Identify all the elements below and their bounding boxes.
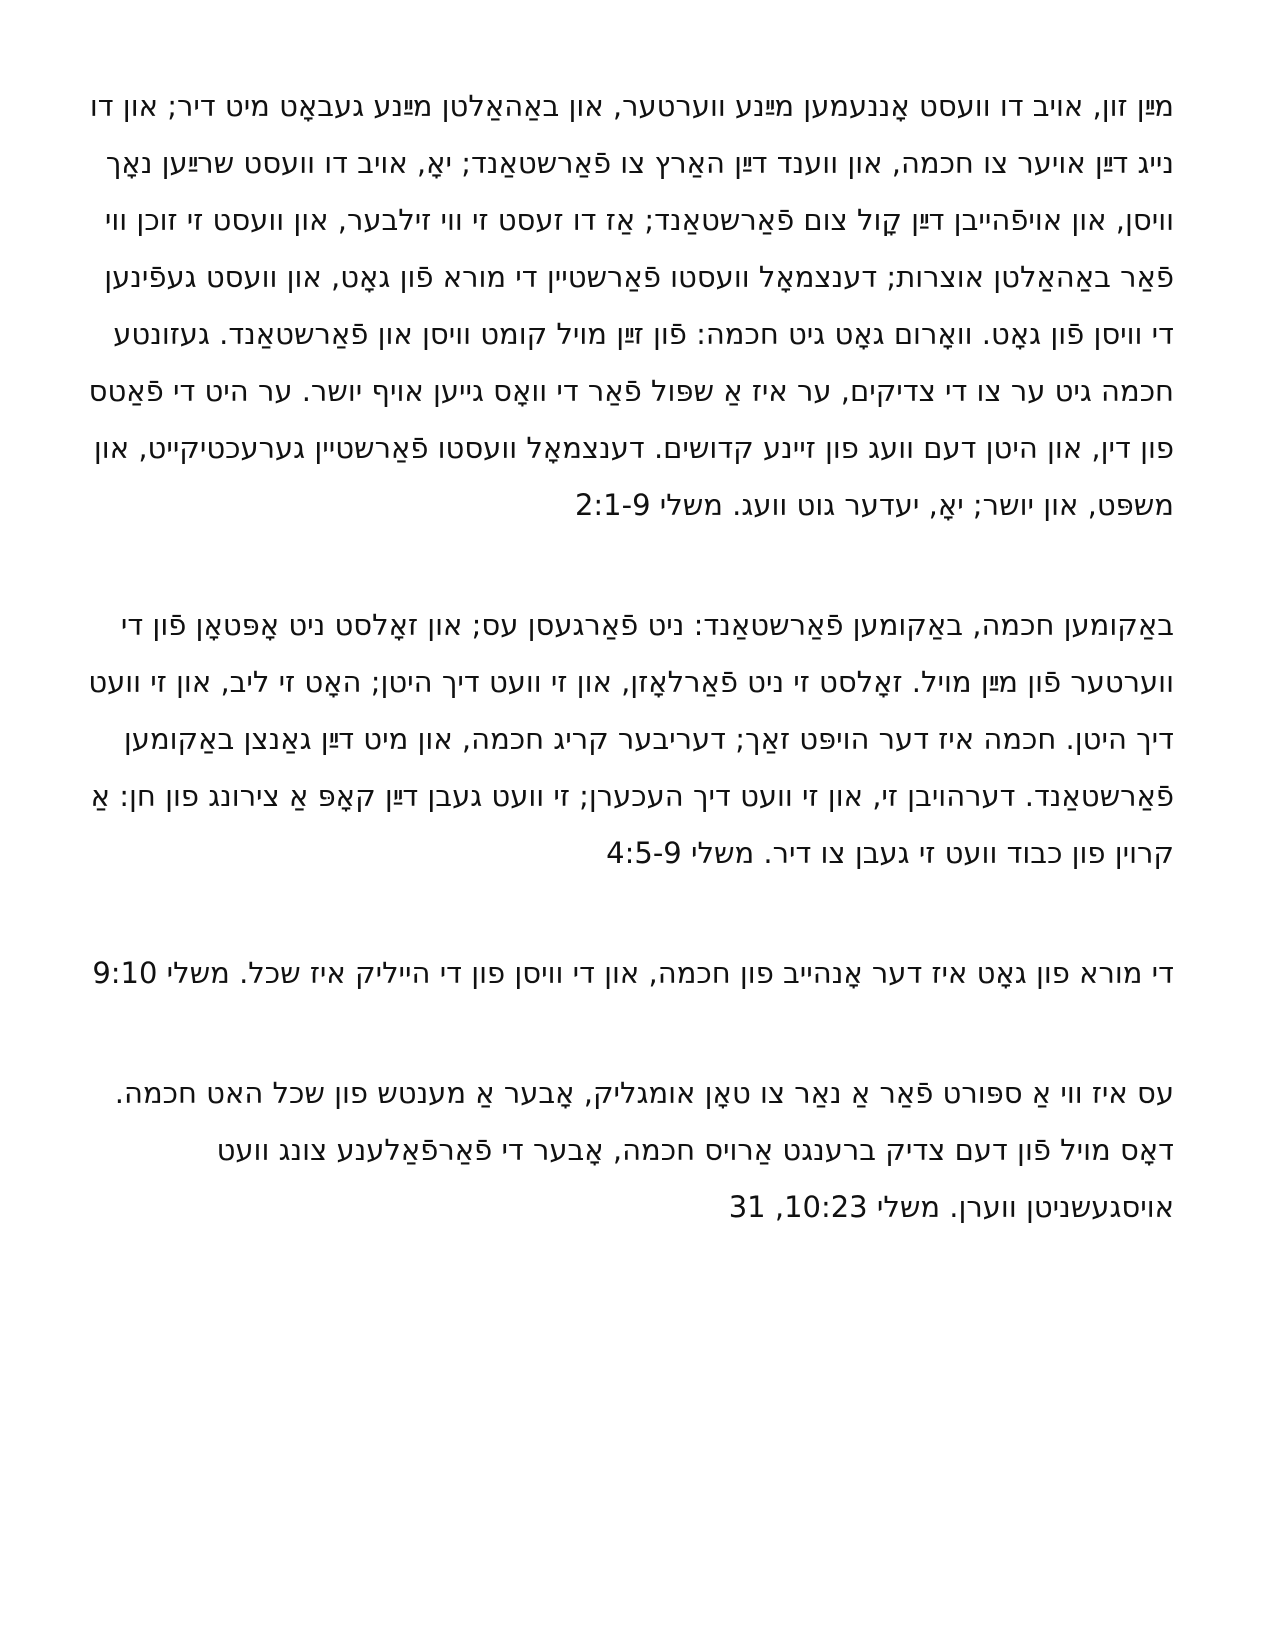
paragraph-proverbs-4: באַקומען חכמה, באַקומען פֿאַרשטאַנד: ניט פֿאַרגעסן עס; און זאָלסט ניט אָפּטאָן פֿון די ווערטער פֿון מײַן מויל. זאָלסט זי ניט פֿאַרלאָזן, און זי וועט דיך היטן; האָט זי ליב, און זי וועט דיך היטן. חכמה איז דער הויפּט זאַך; דעריבער קריג חכמה, און מיט דײַן גאַנצן באַקומען פֿאַרשטאַנד. דערהויבן זי, און זי וועט דיך העכערן; זי וועט געבן דײַן קאָפּ אַ צירונג פון חן: אַ קרוין פון כבוד וועט זי געבן צו דיר. משלי 4:5-9 bbox=[88, 608, 1174, 870]
paragraph-proverbs-9: די מורא פון גאָט איז דער אָנהייב פון חכמה, און די וויסן פון די הייליק איז שכל. משלי 9:10 bbox=[92, 956, 1174, 990]
paragraph-proverbs-10: עס איז ווי אַ ספּורט פֿאַר אַ נאַר צו טאָן אומגליק, אָבער אַ מענטש פון שכל האט חכמה. דאָס מויל פֿון דעם צדיק ברענגט אַרויס חכמה, אָבער די פֿאַרפֿאַלענע צונג וועט אויסגעשניטן ווערן. משלי 10:23, 31 bbox=[114, 1076, 1174, 1224]
paragraph-proverbs-2: מײַן זון, אויב דו וועסט אָננעמען מײַנע ווערטער, און באַהאַלטן מײַנע געבאָט מיט דיר; און דו נייג דײַן אויער צו חכמה, און ווענד דײַן האַרץ צו פֿאַרשטאַנד; יאָ, אויב דו וועסט שרײַען נאָך וויסן, און אויפֿהייבן דײַן קָול צום פֿאַרשטאַנד; אַז דו זעסט זי ווי זילבער, און וועסט זי זוכן ווי פֿאַר באַהאַלטן אוצרות; דענצמאָל וועסטו פֿאַרשטיין די מורא פֿון גאָט, און וועסט געפֿינען די וויסן פֿון גאָט. וואָרום גאָט גיט חכמה: פֿון זײַן מויל קומט וויסן און פֿאַרשטאַנד. געזונטע חכמה גיט ער צו די צדיקים, ער איז אַ שפּול פֿאַר די וואָס גייען אויף יושר. ער היט די פֿאַטס פון דין, און היטן דעם וועג פון זיינע קדושים. דענצמאָל וועסטו פֿאַרשטיין גערעכטיקייט, און משפּט, און יושר; יאָ, יעדער גוט וועג. משלי 2:1-9 bbox=[88, 89, 1174, 522]
document-body bbox=[84, 78, 1174, 1299]
